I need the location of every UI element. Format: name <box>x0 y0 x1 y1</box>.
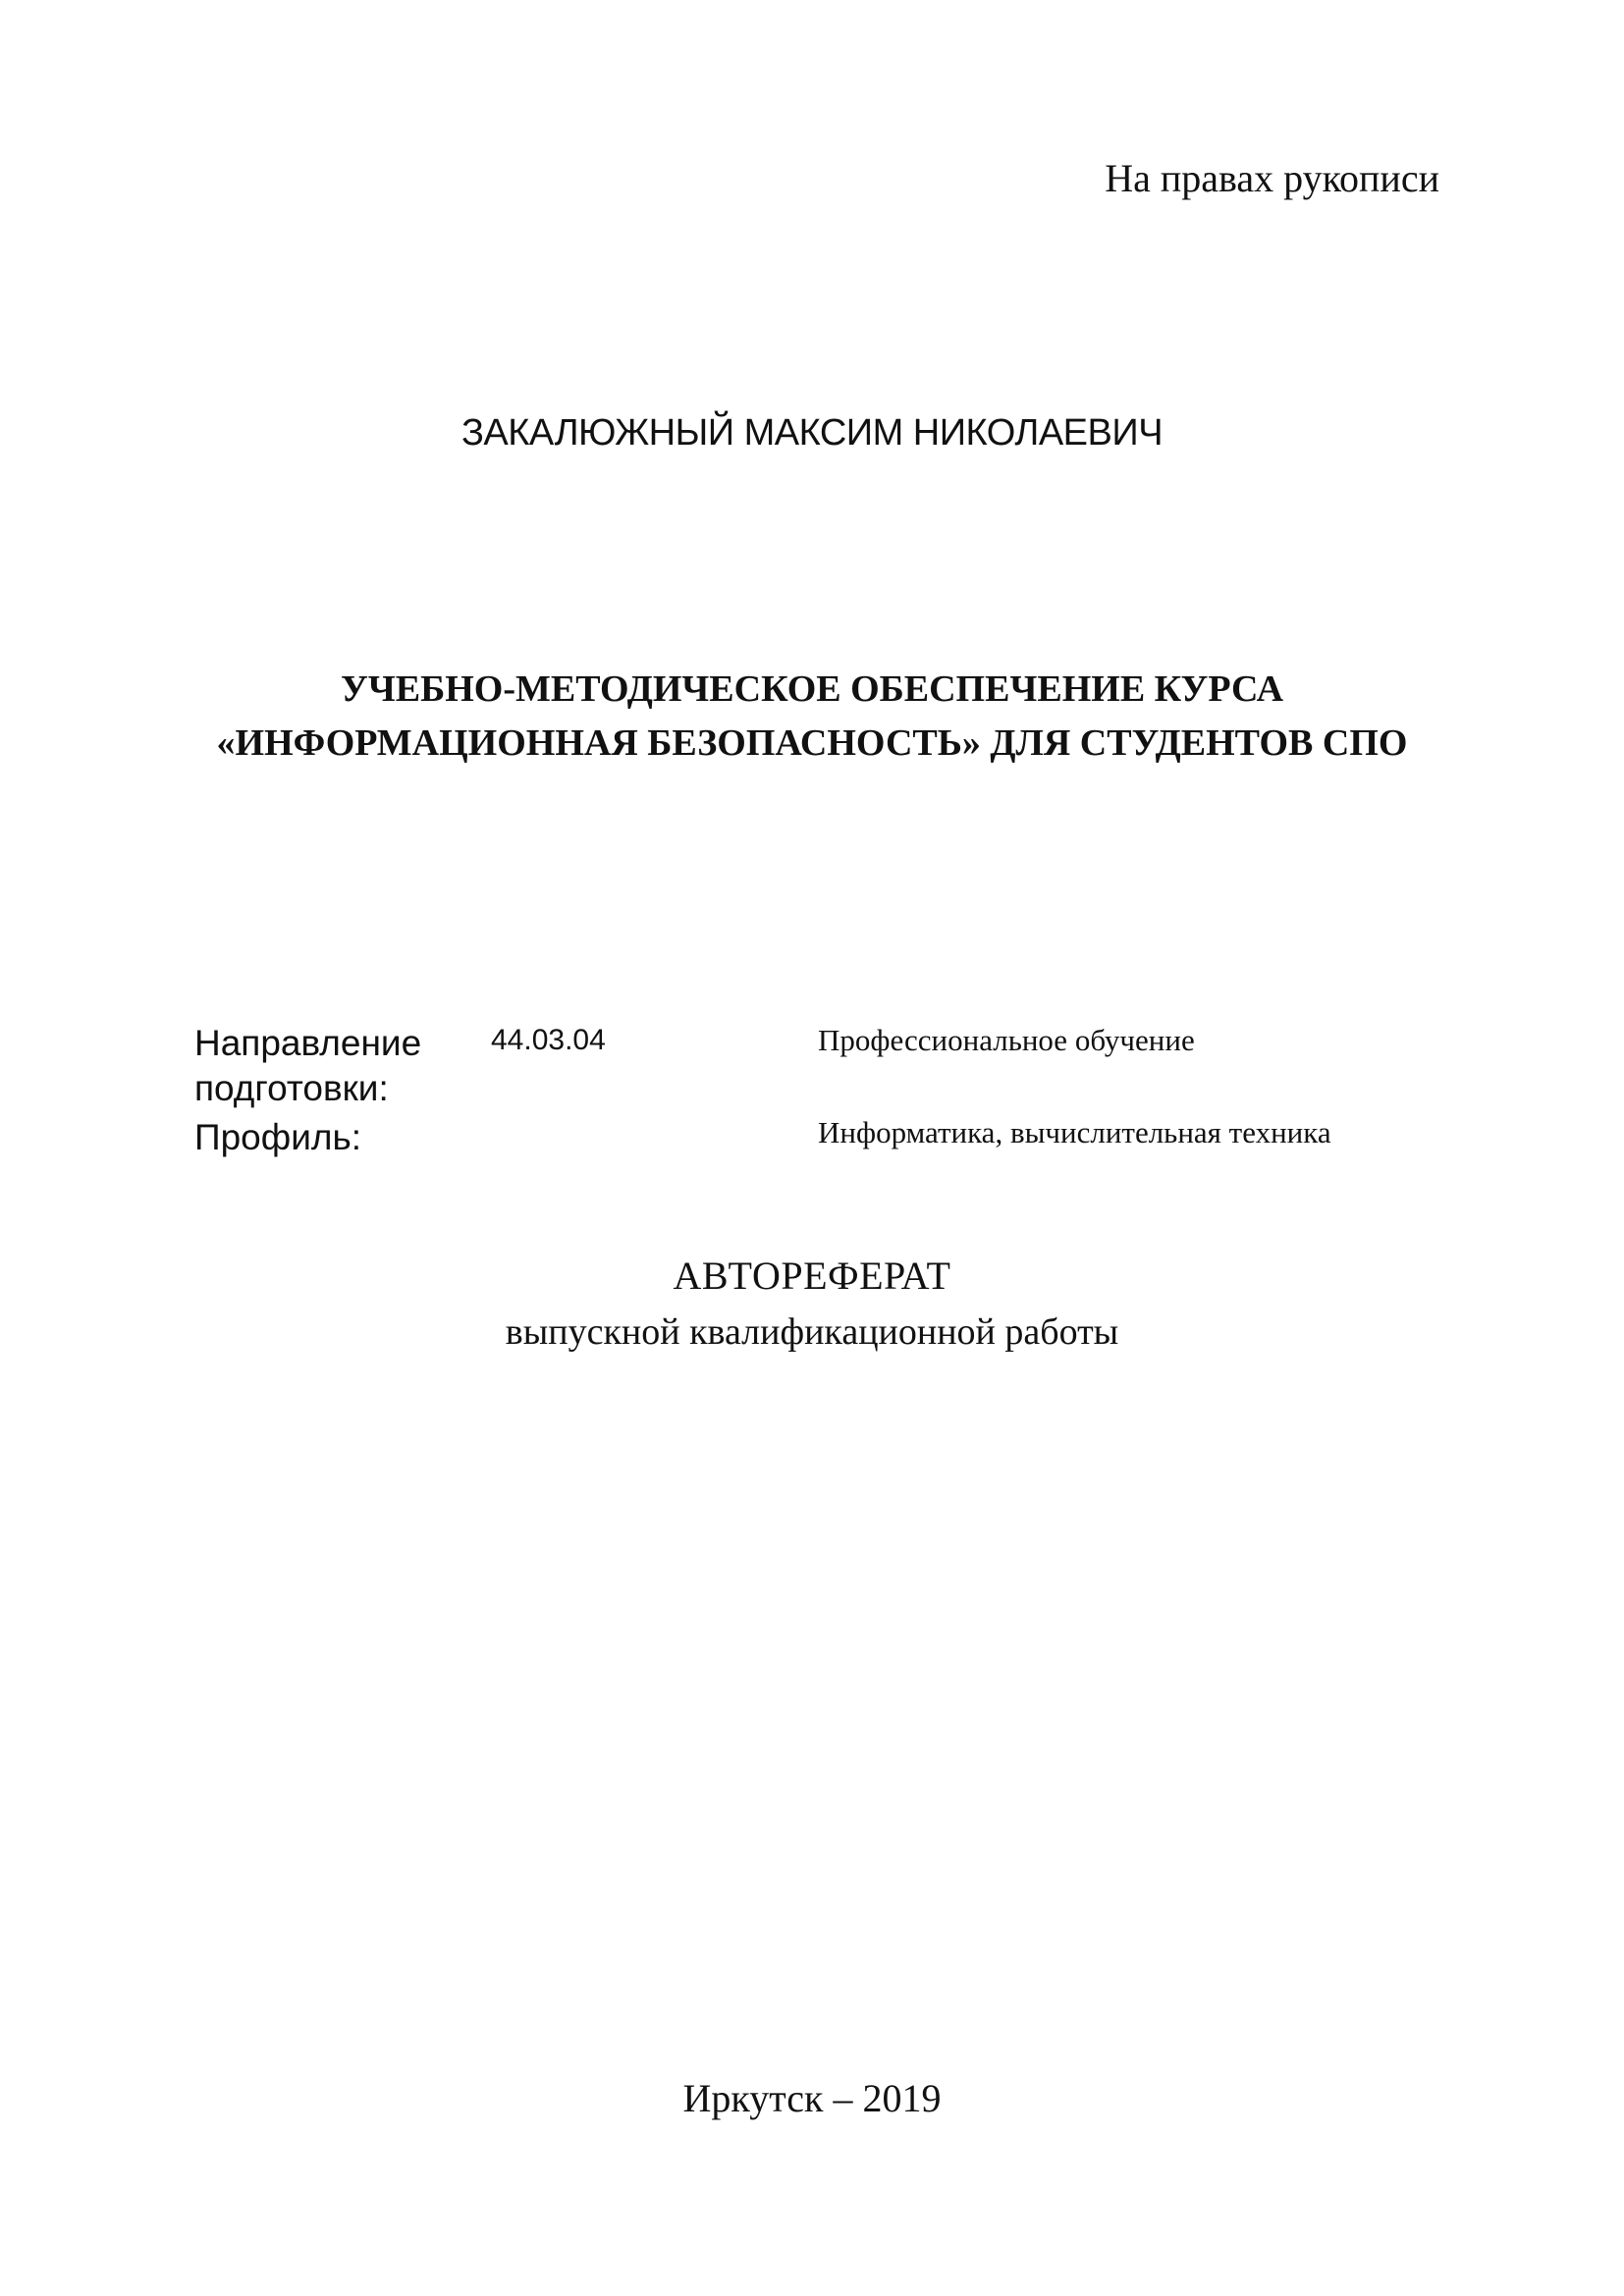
city-year: Иркутск – 2019 <box>682 2076 942 2120</box>
thesis-title <box>0 663 1624 771</box>
direction-code: 44.03.04 <box>491 1024 606 1056</box>
document-type: АВТОРЕФЕРАТ <box>673 1254 951 1298</box>
direction-label-line-2: подготовки: <box>194 1068 389 1108</box>
direction-label-line-1: Направление <box>194 1023 422 1063</box>
document-subtitle: выпускной квалификационной работы <box>505 1311 1119 1353</box>
thesis-title-line-1: УЧЕБНО-МЕТОДИЧЕСКОЕ ОБЕСПЕЧЕНИЕ КУРСА <box>340 668 1284 710</box>
profile-name: Информатика, вычислительная техника <box>818 1115 1331 1149</box>
author-name: ЗАКАЛЮЖНЫЙ МАКСИМ НИКОЛАЕВИЧ <box>460 412 1164 454</box>
direction-name: Профессиональное обучение <box>818 1023 1195 1057</box>
profile-label: Профиль: <box>194 1117 362 1157</box>
rights-note: На правах рукописи <box>1105 156 1439 200</box>
thesis-title-line-2: «ИНФОРМАЦИОННАЯ БЕЗОПАСНОСТЬ» ДЛЯ СТУДЕНТОВ СПО <box>216 722 1408 764</box>
